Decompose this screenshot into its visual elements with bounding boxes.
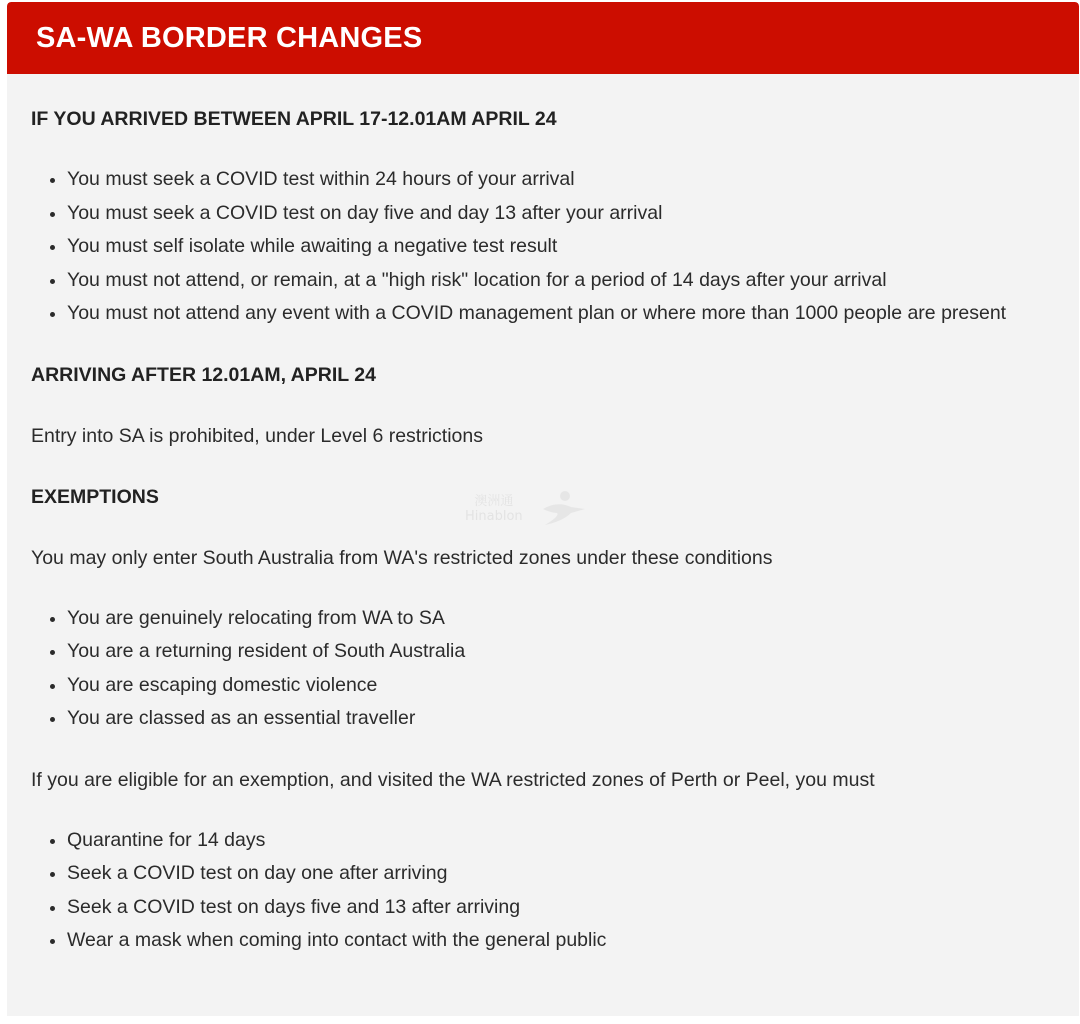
list-item: You are a returning resident of South Australia: [31, 635, 1059, 669]
watermark-text: 澳洲通 Hinablon: [465, 494, 523, 524]
list-item: You must seek a COVID test within 24 hours of your arrival: [31, 163, 1059, 197]
list-item: You are classed as an essential traveller: [31, 702, 1059, 736]
entry-prohibited-text: Entry into SA is prohibited, under Level 6 restrictions: [31, 424, 483, 447]
title-banner: [7, 2, 1079, 74]
list-item: You must not attend any event with a COVID management plan or where more than 1000 people are present: [31, 297, 1059, 331]
list-item: Wear a mask when coming into contact with the general public: [31, 924, 1059, 958]
page-title: SA-WA BORDER CHANGES: [36, 21, 423, 54]
section-heading-exemptions: EXEMPTIONS: [31, 485, 159, 508]
list-item: You must seek a COVID test on day five and day 13 after your arrival: [31, 197, 1059, 231]
list-item: You are escaping domestic violence: [31, 669, 1059, 703]
exemption-requirements-list: [31, 824, 1059, 958]
section-heading-arrived-between: IF YOU ARRIVED BETWEEN APRIL 17-12.01AM APRIL 24: [31, 108, 557, 130]
list-item: You must not attend, or remain, at a "high risk" location for a period of 14 days after your arrival: [31, 264, 1059, 298]
list-item: You are genuinely relocating from WA to SA: [31, 602, 1059, 636]
section-heading-arriving-after: ARRIVING AFTER 12.01AM, APRIL 24: [31, 363, 376, 386]
list-item: You must self isolate while awaiting a negative test result: [31, 230, 1059, 264]
border-changes-card: [7, 2, 1079, 1016]
eligible-intro-text: If you are eligible for an exemption, and visited the WA restricted zones of Perth or Peel, you must: [31, 768, 875, 791]
exemption-conditions-list: [31, 602, 1059, 736]
list-item: Seek a COVID test on day one after arriving: [31, 857, 1059, 891]
exemptions-intro-text: You may only enter South Australia from WA's restricted zones under these conditions: [31, 546, 773, 569]
list-item: Quarantine for 14 days: [31, 824, 1059, 858]
arrival-requirements-list: [31, 163, 1059, 331]
content-body: [7, 106, 1079, 958]
list-item: Seek a COVID test on days five and 13 after arriving: [31, 891, 1059, 925]
